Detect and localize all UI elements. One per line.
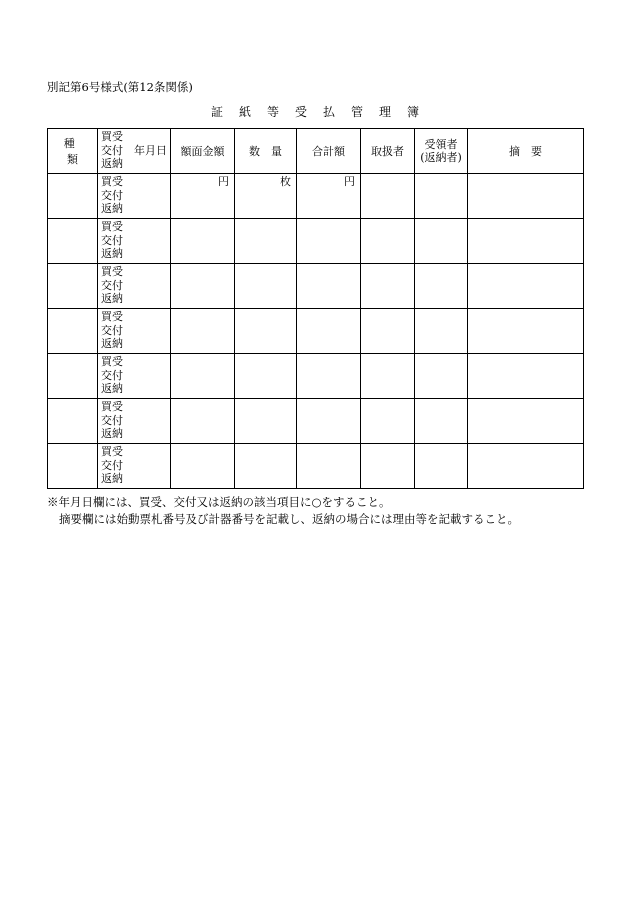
cell-handler[interactable] <box>361 444 415 489</box>
row-option: 返納 <box>101 382 123 395</box>
cell-handler[interactable] <box>361 219 415 264</box>
title-char: 等 <box>266 105 279 119</box>
row-option: 返納 <box>101 472 123 485</box>
row-option: 交付 <box>101 323 123 337</box>
cell-handler[interactable] <box>361 174 415 219</box>
cell-quantity[interactable] <box>235 354 297 399</box>
cell-kind[interactable] <box>48 174 98 219</box>
title-char: 紙 <box>238 105 251 119</box>
ledger-table <box>47 128 584 489</box>
cell-face-value[interactable] <box>171 444 235 489</box>
row-option: 返納 <box>101 427 123 440</box>
unit-yen: 円 <box>218 175 229 188</box>
table-row <box>48 219 584 264</box>
note-line: 摘要欄には始動票札番号及び計器番号を記載し、返納の場合には理由等を記載すること。 <box>59 512 519 526</box>
cell-quantity[interactable] <box>235 444 297 489</box>
cell-date[interactable] <box>98 399 171 444</box>
cell-kind[interactable] <box>48 264 98 309</box>
header-option: 交付 <box>101 143 123 157</box>
table-row <box>48 264 584 309</box>
cell-handler[interactable] <box>361 399 415 444</box>
row-option: 買受 <box>101 265 123 278</box>
row-option: 交付 <box>101 413 123 427</box>
cell-remarks[interactable] <box>468 264 584 309</box>
header-remarks: 摘 要 <box>468 129 584 174</box>
header-date <box>98 129 171 174</box>
cell-face-value[interactable] <box>171 174 235 219</box>
row-option: 返納 <box>101 247 123 260</box>
cell-quantity[interactable] <box>235 219 297 264</box>
table-row <box>48 444 584 489</box>
cell-quantity[interactable] <box>235 264 297 309</box>
cell-total[interactable] <box>297 264 361 309</box>
cell-total[interactable] <box>297 309 361 354</box>
header-face-value: 額面金額 <box>171 129 235 174</box>
cell-date[interactable] <box>98 174 171 219</box>
cell-remarks[interactable] <box>468 174 584 219</box>
cell-date[interactable] <box>98 264 171 309</box>
table-row <box>48 399 584 444</box>
cell-receiver[interactable] <box>415 219 468 264</box>
cell-quantity[interactable] <box>235 309 297 354</box>
cell-face-value[interactable] <box>171 219 235 264</box>
cell-receiver[interactable] <box>415 309 468 354</box>
row-option: 交付 <box>101 368 123 382</box>
row-option: 交付 <box>101 278 123 292</box>
cell-quantity[interactable] <box>235 174 297 219</box>
row-option: 買受 <box>101 175 123 188</box>
cell-handler[interactable] <box>361 309 415 354</box>
cell-handler[interactable] <box>361 264 415 309</box>
title-char: 証 <box>210 105 223 119</box>
cell-remarks[interactable] <box>468 354 584 399</box>
cell-total[interactable] <box>297 399 361 444</box>
unit-sheets: 枚 <box>280 175 291 188</box>
row-option: 返納 <box>101 337 123 350</box>
cell-receiver[interactable] <box>415 264 468 309</box>
cell-kind[interactable] <box>48 444 98 489</box>
cell-remarks[interactable] <box>468 444 584 489</box>
cell-kind[interactable] <box>48 354 98 399</box>
cell-handler[interactable] <box>361 354 415 399</box>
form-number-label: 別記第6号様式(第12条関係) <box>47 80 193 94</box>
cell-remarks[interactable] <box>468 219 584 264</box>
row-option: 買受 <box>101 400 123 413</box>
cell-receiver[interactable] <box>415 399 468 444</box>
cell-remarks[interactable] <box>468 399 584 444</box>
header-date-label: 年月日 <box>134 144 167 157</box>
row-option: 買受 <box>101 445 123 458</box>
header-row <box>48 129 584 174</box>
title-char: 管 <box>351 105 364 119</box>
header-option: 返納 <box>101 157 123 170</box>
header-receiver: 受領者 (返納者) <box>415 129 468 174</box>
header-total: 合計額 <box>297 129 361 174</box>
table-row <box>48 174 584 219</box>
cell-total[interactable] <box>297 354 361 399</box>
cell-receiver[interactable] <box>415 174 468 219</box>
row-option: 買受 <box>101 310 123 323</box>
table-row <box>48 354 584 399</box>
cell-face-value[interactable] <box>171 399 235 444</box>
header-kind: 種 類 <box>48 129 98 174</box>
note-line: ※年月日欄には、買受、交付又は返納の該当項目に○をすること。 <box>47 495 391 509</box>
row-option: 返納 <box>101 202 123 215</box>
cell-date[interactable] <box>98 444 171 489</box>
document-title <box>0 105 630 119</box>
cell-quantity[interactable] <box>235 399 297 444</box>
header-quantity: 数 量 <box>235 129 297 174</box>
title-char: 理 <box>379 105 392 119</box>
title-char: 受 <box>294 105 307 119</box>
cell-remarks[interactable] <box>468 309 584 354</box>
row-option: 交付 <box>101 458 123 472</box>
header-handler: 取扱者 <box>361 129 415 174</box>
cell-total[interactable] <box>297 444 361 489</box>
cell-kind[interactable] <box>48 399 98 444</box>
notes <box>47 494 519 528</box>
row-option: 買受 <box>101 355 123 368</box>
title-char: 簿 <box>407 105 420 119</box>
cell-receiver[interactable] <box>415 444 468 489</box>
header-option: 買受 <box>101 130 123 143</box>
cell-face-value[interactable] <box>171 309 235 354</box>
row-option: 交付 <box>101 233 123 247</box>
cell-kind[interactable] <box>48 309 98 354</box>
row-option: 買受 <box>101 220 123 233</box>
cell-kind[interactable] <box>48 219 98 264</box>
title-char: 払 <box>323 105 336 119</box>
row-option: 返納 <box>101 292 123 305</box>
cell-date[interactable] <box>98 354 171 399</box>
table-row <box>48 309 584 354</box>
cell-total[interactable] <box>297 219 361 264</box>
cell-total[interactable] <box>297 174 361 219</box>
cell-face-value[interactable] <box>171 354 235 399</box>
cell-face-value[interactable] <box>171 264 235 309</box>
cell-date[interactable] <box>98 309 171 354</box>
cell-receiver[interactable] <box>415 354 468 399</box>
cell-date[interactable] <box>98 219 171 264</box>
unit-yen: 円 <box>344 175 355 188</box>
row-option: 交付 <box>101 188 123 202</box>
